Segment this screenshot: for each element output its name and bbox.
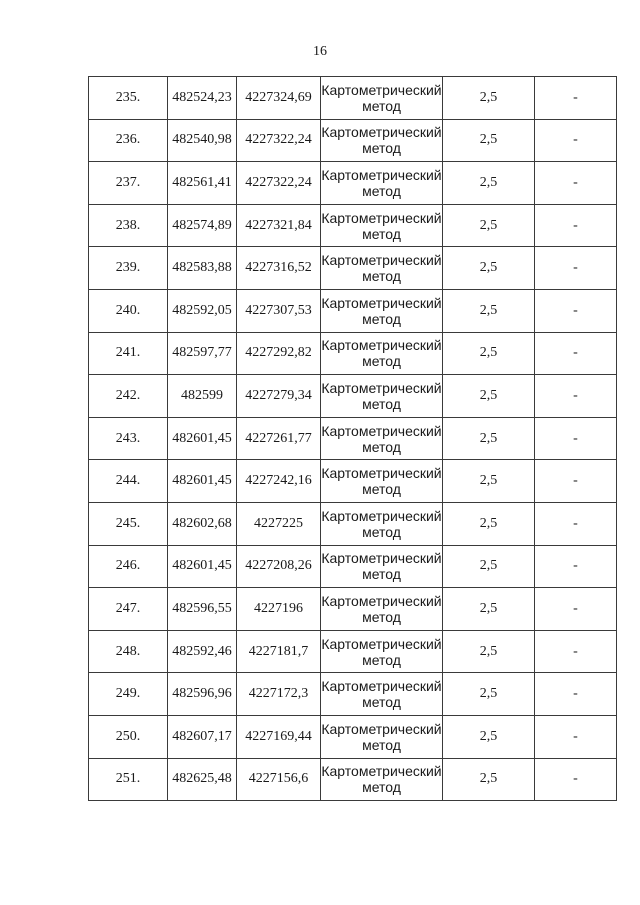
y-coordinate-cell: 4227279,34 [237, 375, 321, 418]
x-coordinate-cell: 482602,68 [168, 502, 237, 545]
point-number-cell: 236. [89, 119, 168, 162]
point-number-cell: 241. [89, 332, 168, 375]
y-coordinate-cell: 4227208,26 [237, 545, 321, 588]
y-coordinate-cell: 4227181,7 [237, 630, 321, 673]
accuracy-cell: 2,5 [443, 673, 535, 716]
note-cell: - [535, 247, 617, 290]
note-cell: - [535, 502, 617, 545]
note-cell: - [535, 673, 617, 716]
table-row [89, 673, 617, 716]
point-number-cell: 237. [89, 162, 168, 205]
accuracy-cell: 2,5 [443, 545, 535, 588]
y-coordinate-cell: 4227172,3 [237, 673, 321, 716]
table-row [89, 119, 617, 162]
x-coordinate-cell: 482601,45 [168, 545, 237, 588]
note-cell: - [535, 119, 617, 162]
accuracy-cell: 2,5 [443, 758, 535, 801]
coordinates-table [88, 76, 617, 801]
accuracy-cell: 2,5 [443, 247, 535, 290]
table-row [89, 630, 617, 673]
method-cell: Картометрический метод [321, 119, 443, 162]
note-cell: - [535, 77, 617, 120]
note-cell: - [535, 332, 617, 375]
x-coordinate-cell: 482601,45 [168, 417, 237, 460]
method-cell: Картометрический метод [321, 162, 443, 205]
point-number-cell: 248. [89, 630, 168, 673]
table-row [89, 289, 617, 332]
note-cell: - [535, 758, 617, 801]
x-coordinate-cell: 482524,23 [168, 77, 237, 120]
x-coordinate-cell: 482583,88 [168, 247, 237, 290]
coordinates-table-body [89, 77, 617, 801]
accuracy-cell: 2,5 [443, 460, 535, 503]
x-coordinate-cell: 482574,89 [168, 204, 237, 247]
accuracy-cell: 2,5 [443, 417, 535, 460]
point-number-cell: 238. [89, 204, 168, 247]
point-number-cell: 240. [89, 289, 168, 332]
method-cell: Картометрический метод [321, 332, 443, 375]
method-cell: Картометрический метод [321, 715, 443, 758]
note-cell: - [535, 630, 617, 673]
x-coordinate-cell: 482592,46 [168, 630, 237, 673]
accuracy-cell: 2,5 [443, 162, 535, 205]
accuracy-cell: 2,5 [443, 77, 535, 120]
method-cell: Картометрический метод [321, 77, 443, 120]
accuracy-cell: 2,5 [443, 588, 535, 631]
y-coordinate-cell: 4227292,82 [237, 332, 321, 375]
table-row [89, 758, 617, 801]
note-cell: - [535, 162, 617, 205]
note-cell: - [535, 545, 617, 588]
table-row [89, 77, 617, 120]
method-cell: Картометрический метод [321, 375, 443, 418]
x-coordinate-cell: 482561,41 [168, 162, 237, 205]
method-cell: Картометрический метод [321, 630, 443, 673]
point-number-cell: 250. [89, 715, 168, 758]
y-coordinate-cell: 4227156,6 [237, 758, 321, 801]
point-number-cell: 239. [89, 247, 168, 290]
method-cell: Картометрический метод [321, 673, 443, 716]
table-row [89, 332, 617, 375]
note-cell: - [535, 715, 617, 758]
table-row [89, 588, 617, 631]
point-number-cell: 244. [89, 460, 168, 503]
x-coordinate-cell: 482607,17 [168, 715, 237, 758]
point-number-cell: 243. [89, 417, 168, 460]
table-row [89, 417, 617, 460]
method-cell: Картометрический метод [321, 289, 443, 332]
accuracy-cell: 2,5 [443, 332, 535, 375]
note-cell: - [535, 588, 617, 631]
table-row [89, 375, 617, 418]
table-row [89, 460, 617, 503]
x-coordinate-cell: 482596,55 [168, 588, 237, 631]
point-number-cell: 247. [89, 588, 168, 631]
y-coordinate-cell: 4227316,52 [237, 247, 321, 290]
note-cell: - [535, 460, 617, 503]
accuracy-cell: 2,5 [443, 289, 535, 332]
method-cell: Картометрический метод [321, 545, 443, 588]
accuracy-cell: 2,5 [443, 375, 535, 418]
method-cell: Картометрический метод [321, 247, 443, 290]
accuracy-cell: 2,5 [443, 715, 535, 758]
note-cell: - [535, 375, 617, 418]
accuracy-cell: 2,5 [443, 502, 535, 545]
y-coordinate-cell: 4227242,16 [237, 460, 321, 503]
method-cell: Картометрический метод [321, 460, 443, 503]
note-cell: - [535, 204, 617, 247]
point-number-cell: 246. [89, 545, 168, 588]
y-coordinate-cell: 4227307,53 [237, 289, 321, 332]
accuracy-cell: 2,5 [443, 630, 535, 673]
point-number-cell: 249. [89, 673, 168, 716]
y-coordinate-cell: 4227169,44 [237, 715, 321, 758]
method-cell: Картометрический метод [321, 502, 443, 545]
x-coordinate-cell: 482597,77 [168, 332, 237, 375]
point-number-cell: 251. [89, 758, 168, 801]
x-coordinate-cell: 482596,96 [168, 673, 237, 716]
y-coordinate-cell: 4227321,84 [237, 204, 321, 247]
point-number-cell: 245. [89, 502, 168, 545]
method-cell: Картометрический метод [321, 204, 443, 247]
table-row [89, 502, 617, 545]
y-coordinate-cell: 4227322,24 [237, 162, 321, 205]
note-cell: - [535, 289, 617, 332]
y-coordinate-cell: 4227324,69 [237, 77, 321, 120]
point-number-cell: 242. [89, 375, 168, 418]
y-coordinate-cell: 4227196 [237, 588, 321, 631]
note-cell: - [535, 417, 617, 460]
point-number-cell: 235. [89, 77, 168, 120]
method-cell: Картометрический метод [321, 417, 443, 460]
table-row [89, 204, 617, 247]
table-row [89, 162, 617, 205]
x-coordinate-cell: 482599 [168, 375, 237, 418]
method-cell: Картометрический метод [321, 588, 443, 631]
x-coordinate-cell: 482540,98 [168, 119, 237, 162]
accuracy-cell: 2,5 [443, 119, 535, 162]
table-row [89, 247, 617, 290]
accuracy-cell: 2,5 [443, 204, 535, 247]
x-coordinate-cell: 482592,05 [168, 289, 237, 332]
y-coordinate-cell: 4227225 [237, 502, 321, 545]
table-row [89, 545, 617, 588]
x-coordinate-cell: 482601,45 [168, 460, 237, 503]
y-coordinate-cell: 4227261,77 [237, 417, 321, 460]
table-row [89, 715, 617, 758]
x-coordinate-cell: 482625,48 [168, 758, 237, 801]
y-coordinate-cell: 4227322,24 [237, 119, 321, 162]
page-number: 16 [313, 44, 327, 59]
method-cell: Картометрический метод [321, 758, 443, 801]
